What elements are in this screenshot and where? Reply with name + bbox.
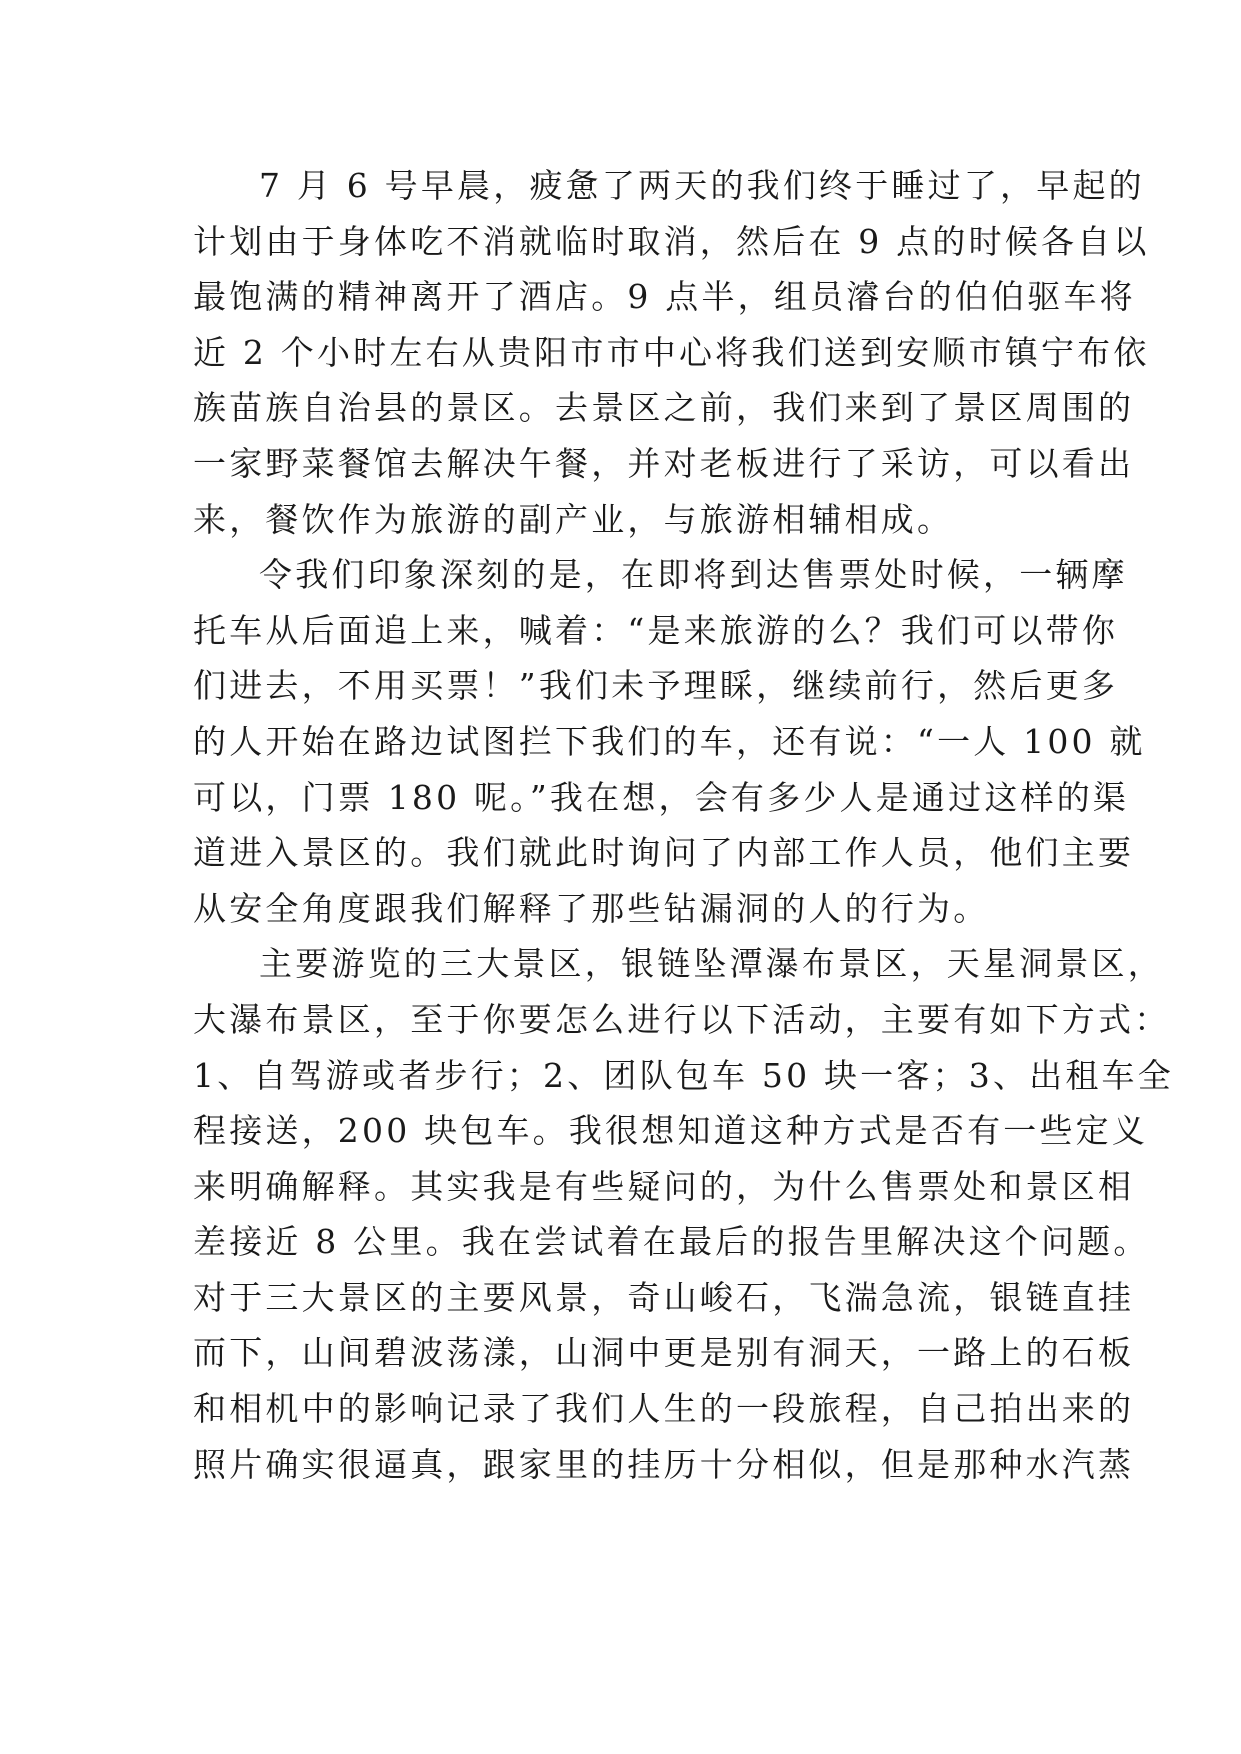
paragraph-1 xyxy=(193,158,1150,547)
text-line: 7 月 6 号早晨，疲惫了两天的我们终于睡过了，早起的 xyxy=(259,166,1145,205)
text-line: 从安全角度跟我们解释了那些钻漏洞的人的行为。 xyxy=(193,888,990,928)
text-line: 一家野菜餐馆去解决午餐，并对老板进行了采访，可以看出 xyxy=(193,443,1135,483)
text-line: 们进去，不用买票！”我们未予理睬，继续前行，然后更多 xyxy=(193,666,1119,706)
text-line: 令我们印象深刻的是，在即将到达售票处时候，一辆摩 xyxy=(259,555,1128,595)
text-line: 族苗族自治县的景区。去景区之前，我们来到了景区周围的 xyxy=(193,388,1135,428)
text-line: 道进入景区的。我们就此时询问了内部工作人员，他们主要 xyxy=(193,833,1135,873)
text-line: 来明确解释。其实我是有些疑问的，为什么售票处和景区相 xyxy=(193,1166,1135,1206)
text-line: 差接近 8 公里。我在尝试着在最后的报告里解决这个问题。 xyxy=(193,1222,1150,1262)
text-line: 照片确实很逼真，跟家里的挂历十分相似，但是那种水汽蒸 xyxy=(193,1444,1135,1484)
text-line: 的人开始在路边试图拦下我们的车，还有说：“一人 100 就 xyxy=(193,721,1146,761)
text-line: 计划由于身体吃不消就临时取消，然后在 9 点的时候各自以 xyxy=(193,221,1150,261)
paragraph-2 xyxy=(193,547,1146,936)
paragraph-3 xyxy=(193,936,1174,1492)
text-line: 来，餐饮作为旅游的副产业，与旅游相辅相成。 xyxy=(193,499,954,539)
text-line: 托车从后面追上来，喊着：“是来旅游的么？我们可以带你 xyxy=(193,610,1119,650)
body-text xyxy=(193,158,1174,1492)
text-line: 对于三大景区的主要风景，奇山峻石，飞湍急流，银链直挂 xyxy=(193,1277,1135,1317)
text-line: 程接送，200 块包车。我很想知道这种方式是否有一些定义 xyxy=(193,1111,1149,1151)
text-line: 主要游览的三大景区，银链坠潭瀑布景区，天星洞景区， xyxy=(259,944,1164,984)
text-line: 大瀑布景区，至于你要怎么进行以下活动，主要有如下方式： xyxy=(193,999,1171,1039)
text-line: 可以，门票 180 呢。”我在想，会有多少人是通过这样的渠 xyxy=(193,777,1130,817)
text-line: 而下，山间碧波荡漾，山洞中更是别有洞天，一路上的石板 xyxy=(193,1333,1135,1373)
text-line: 和相机中的影响记录了我们人生的一段旅程，自己拍出来的 xyxy=(193,1389,1135,1429)
text-line: 最饱满的精神离开了酒店。9 点半，组员濬台的伯伯驱车将 xyxy=(193,277,1136,317)
text-line: 近 2 个小时左右从贵阳市市中心将我们送到安顺市镇宁布依 xyxy=(193,332,1150,372)
text-line: 1、自驾游或者步行；2、团队包车 50 块一客；3、出租车全 xyxy=(193,1055,1174,1095)
